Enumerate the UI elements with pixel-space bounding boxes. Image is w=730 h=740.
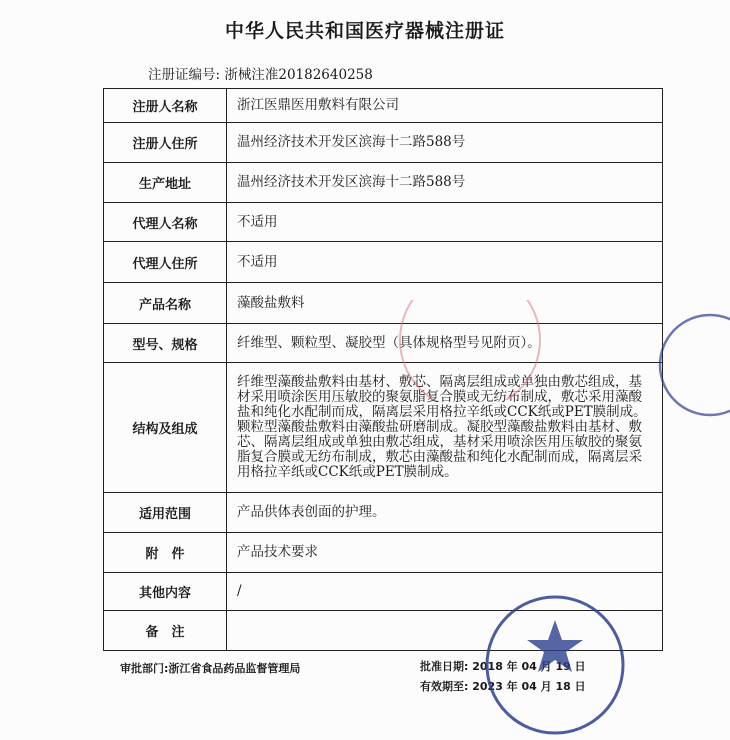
row-value: 温州经济技术开发区滨海十二路588号 bbox=[227, 163, 663, 203]
row-label: 代理人名称 bbox=[104, 203, 227, 242]
row-value: 纤维型、颗粒型、凝胶型（具体规格型号见附页）。 bbox=[227, 324, 663, 363]
row-value: / bbox=[227, 573, 663, 611]
table-row bbox=[104, 203, 663, 242]
row-value: 产品供体表创面的护理。 bbox=[227, 493, 663, 533]
document-title: 中华人民共和国医疗器械注册证 bbox=[224, 20, 505, 42]
edge-seal bbox=[640, 310, 730, 420]
row-value: 不适用 bbox=[227, 242, 663, 283]
approval-department: 审批部门:浙江省食品药品监督管理局 bbox=[120, 662, 301, 675]
row-label: 生产地址 bbox=[104, 163, 227, 203]
reg-no-value: 浙械注准20182640258 bbox=[224, 67, 373, 83]
row-label: 其他内容 bbox=[104, 573, 227, 611]
official-seal bbox=[480, 590, 630, 740]
row-label: 附 件 bbox=[104, 533, 227, 573]
row-value: 浙江医鼎医用敷料有限公司 bbox=[227, 89, 663, 123]
table-row bbox=[104, 89, 663, 123]
registration-number bbox=[148, 63, 373, 83]
table-row bbox=[104, 324, 663, 363]
table-row bbox=[104, 363, 663, 493]
row-label: 注册人名称 bbox=[104, 89, 227, 123]
table-row bbox=[104, 493, 663, 533]
row-value: 温州经济技术开发区滨海十二路588号 bbox=[227, 123, 663, 163]
table-row bbox=[104, 283, 663, 324]
valid-until: 有效期至: 2023 年 04 月 18 日 bbox=[420, 680, 586, 693]
row-value: 产品技术要求 bbox=[227, 533, 663, 573]
row-value: 不适用 bbox=[227, 203, 663, 242]
row-label: 备 注 bbox=[104, 611, 227, 651]
table-row bbox=[104, 533, 663, 573]
row-value: 纤维型藻酸盐敷料由基材、敷芯、隔离层组成或单独由敷芯组成，基材采用喷涂医用压敏胶的聚氨脂复合膜或无纺布制成，敷芯采用藻酸盐和纯化水配制而成，隔离层采用格拉辛纸或CCK纸或PET膜制成。颗粒型藻酸盐敷料由藻酸盐研磨制成。凝胶型藻酸盐敷料由基材、敷芯、隔离层组成或单独由敷芯组成，基材采用喷涂医用压敏胶的聚氨脂复合膜或无纺布制成，敷芯由藻酸盐和纯化水配制而成，隔离层采用格拉辛纸或CCK纸或PET膜制成。 bbox=[227, 363, 663, 493]
row-label: 代理人住所 bbox=[104, 242, 227, 283]
row-label: 注册人住所 bbox=[104, 123, 227, 163]
faint-red-seal bbox=[385, 300, 555, 400]
table-row bbox=[104, 123, 663, 163]
table-row bbox=[104, 242, 663, 283]
table-row bbox=[104, 163, 663, 203]
row-value: 藻酸盐敷料 bbox=[227, 283, 663, 324]
row-label: 产品名称 bbox=[104, 283, 227, 324]
approval-date: 批准日期: 2018 年 04 月 19 日 bbox=[420, 660, 586, 673]
row-label: 结构及组成 bbox=[104, 363, 227, 493]
row-label: 型号、规格 bbox=[104, 324, 227, 363]
reg-no-label: 注册证编号: bbox=[148, 67, 221, 83]
certificate-table bbox=[103, 88, 663, 651]
row-label: 适用范围 bbox=[104, 493, 227, 533]
